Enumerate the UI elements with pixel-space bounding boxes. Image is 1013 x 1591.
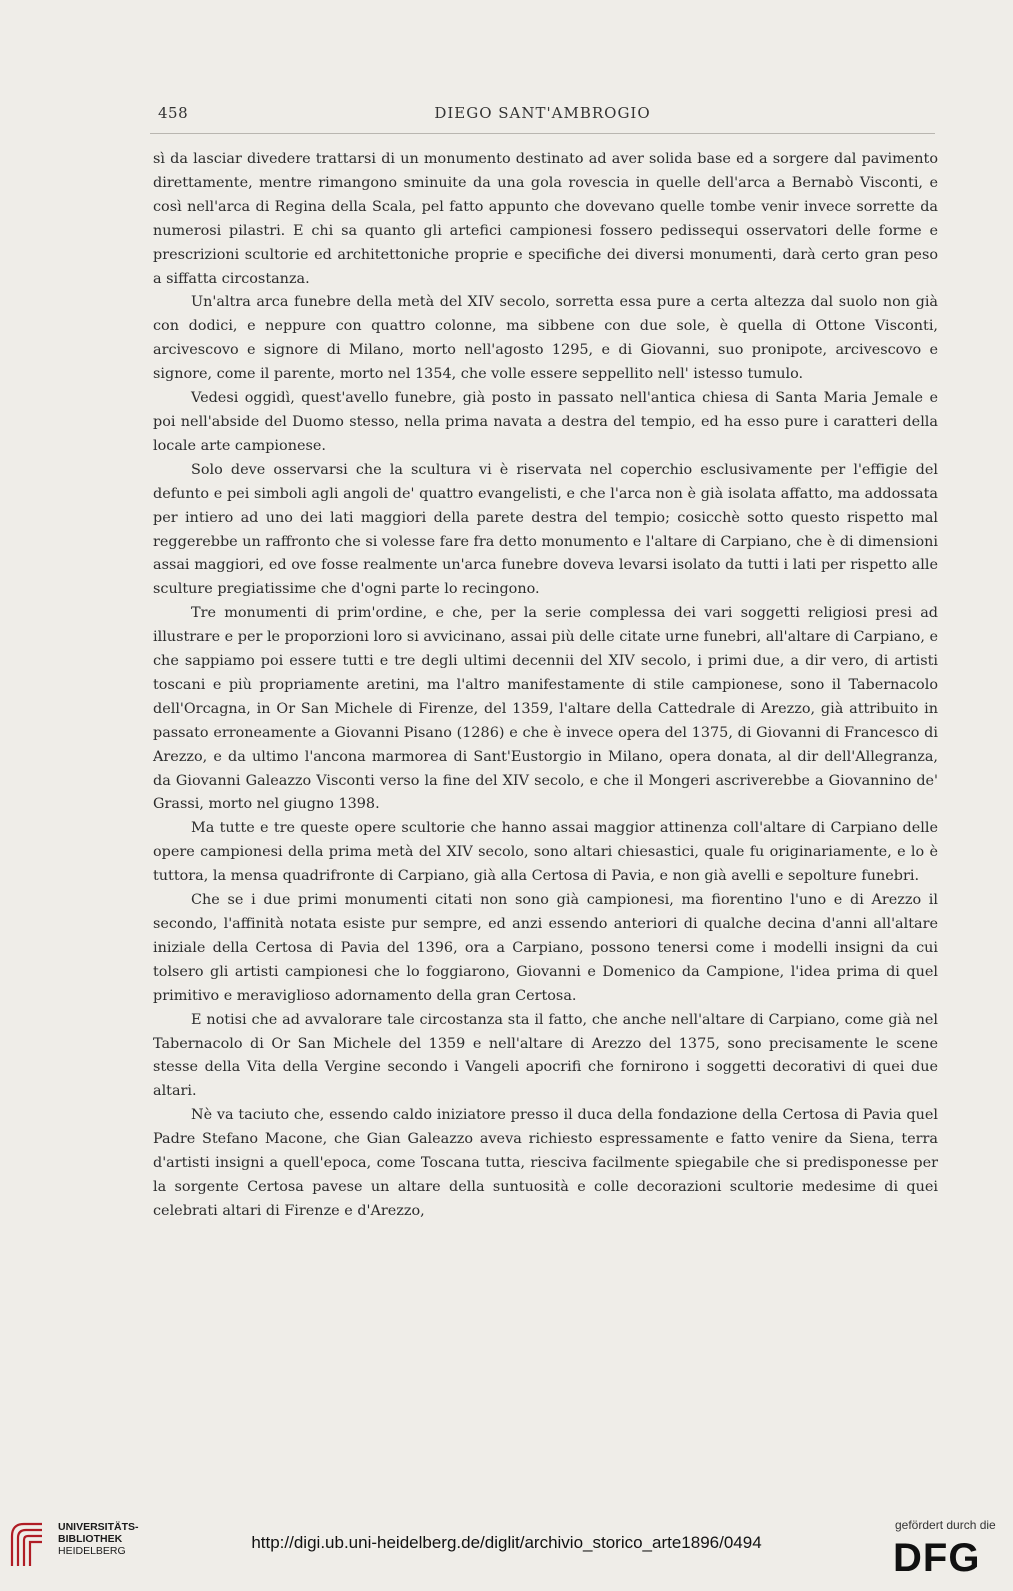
- library-name-line: BIBLIOTHEK: [58, 1533, 123, 1545]
- paragraph: E notisi che ad avvalorare tale circostanza sta il fatto, che anche nell'altare di Carpiano, come già nel Tabernacolo di Or San Michele del 1359 e nell'altare di Arezzo del 1375, sono precisamente le scene stesse della Vita della Vergine secondo i Vangeli apocrifi che fornirono i soggetti decorativi di quei due altari.: [153, 1011, 938, 1100]
- paragraph: Nè va taciuto che, essendo caldo iniziatore presso il duca della fondazione della Certosa di Pavia quel Padre Stefano Macone, che Gian Galeazzo aveva richiesto espressamente e fatto venire da Siena, terra d'artisti insigni a quell'epoca, come Toscana tutta, riesciva facilmente spiegabile che si predisponesse per la sorgente Certosa pavese un altare della suntuosità e colle decorazioni scultorie medesime di quei celebrati altari di Firenze e d'Arezzo,: [153, 1107, 938, 1219]
- paragraph: Che se i due primi monumenti citati non sono già campionesi, ma fiorentino l'uno e di Arezzo il secondo, l'affinità notata esiste pur sempre, ed anzi essendo anteriori di qualche decina d'anni all'altare iniziale della Certosa di Pavia del 1396, ora a Carpiano, possono tenersi come i modelli insigni da cui tolsero gli artisti campionesi che lo foggiarono, Giovanni e Domenico da Campione, l'idea prima di quel primitivo e meraviglioso adornamento della gran Certosa.: [153, 892, 938, 1004]
- running-title: DIEGO SANT'AMBROGIO: [434, 104, 651, 122]
- paragraph: sì da lasciar divedere trattarsi di un monumento destinato ad aver solida base ed a sorgere dal pavimento direttamente, mentre rimangono sminuite da una gola rovescia in quelle dell'arca a Bernabò Visconti, e così nell'arca di Regina della Scala, pel fatto appunto che dovevano quelle tombe venir invece sorrette da numerosi pilastri. E chi sa quanto gli artefici campionesi fossero pedissequi osservatori delle forme e prescrizioni scultorie ed architettoniche proprie e specifiche dei diversi monumenti, darà certo gran peso a siffatta circostanza.: [153, 151, 938, 287]
- paragraph: Vedesi oggidì, quest'avello funebre, già posto in passato nell'antica chiesa di Santa Maria Jemale e poi nell'abside del Duomo stesso, nella prima navata a destra del tempio, ed ha esso pure i caratteri della locale arte campionese.: [153, 390, 938, 454]
- dfg-logo: DFG: [893, 1536, 981, 1580]
- library-name-line: UNIVERSITÄTS-: [58, 1521, 139, 1533]
- source-url-link[interactable]: http://digi.ub.uni-heidelberg.de/diglit/archivio_storico_arte1896/0494: [251, 1533, 762, 1552]
- body-text: [153, 148, 938, 1224]
- paragraph: Un'altra arca funebre della metà del XIV secolo, sorretta essa pure a certa altezza dal suolo non già con dodici, e neppure con quattro colonne, ma sibbene con due sole, è quella di Ottone Visconti, arcivescovo e signore di Milano, morto nell'agosto 1295, e di Giovanni, suo pronipote, arcivescovo e signore, come il parente, morto nel 1354, che volle essere seppellito nell' istesso tumulo.: [153, 294, 938, 383]
- paragraph: Solo deve osservarsi che la scultura vi è riservata nel coperchio esclusivamente per l'effigie del defunto e pei simboli agli angoli de' quattro evangelisti, e che l'arca non è già isolata affatto, ma addossata per intiero ad uno dei lati maggiori della parete destra del tempio; cosicchè sotto questo rispetto mal reggerebbe un raffronto che si volesse fare fra detto monumento e l'altare di Carpiano, che è di dimensioni assai maggiori, ed ove fosse realmente un'arca funebre doveva levarsi isolato da tutti i lati per rispetto alle sculture pregiatissime che d'ogni parte lo recingono.: [153, 461, 938, 598]
- page-header: [150, 104, 935, 126]
- digitization-footer: [0, 1498, 1013, 1591]
- paragraph: Ma tutte e tre queste opere scultorie che hanno assai maggior attinenza coll'altare di Carpiano delle opere campionesi della prima metà del XIV secolo, sono altari chiesastici, quale fu originariamente, e lo è tuttora, la mensa quadrifronte di Carpiano, già alla Certosa di Pavia, e non già avelli e sepolture funebri.: [153, 820, 938, 885]
- header-rule: [150, 133, 935, 134]
- funding-note: gefördert durch die: [895, 1518, 996, 1532]
- paragraph: Tre monumenti di prim'ordine, e che, per la serie complessa dei vari soggetti religiosi presi ad illustrare e per le proporzioni loro si avvicinano, assai più delle citate urne funebri, all'altare di Carpiano, e che sappiamo poi essere tutti e tre degli ultimi decennii del XIV secolo, i primi due, a dir vero, di artisti toscani e più propriamente aretini, ma l'altro manifestamente di stile campionese, sono il Tabernacolo dell'Orcagna, in Or San Michele di Firenze, del 1359, l'altare della Cattedrale di Arezzo, già attribuito in passato erroneamente a Giovanni Pisano (1286) e che è invece opera del 1375, di Giovanni di Francesco di Arezzo, e da ultimo l'ancona marmorea di Sant'Eustorgio in Milano, opera donata, al dir dell'Allegranza, da Giovanni Galeazzo Visconti verso la fine del XIV secolo, e che il Mongeri ascriverebbe a Giovannino de' Grassi, morto nel giugno 1398.: [153, 605, 938, 813]
- library-name-line: HEIDELBERG: [58, 1545, 126, 1557]
- page-number: 458: [158, 104, 189, 122]
